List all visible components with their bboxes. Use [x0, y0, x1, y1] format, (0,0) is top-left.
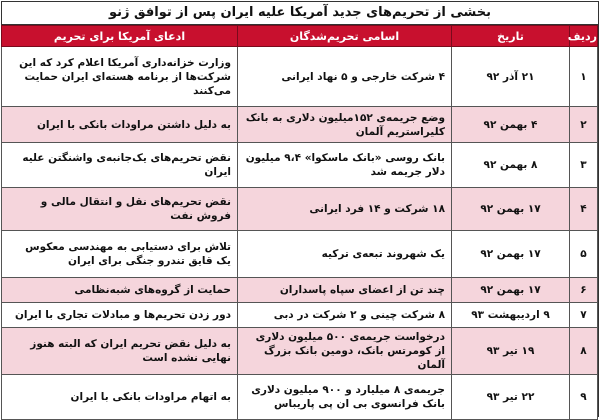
- cell-num: ۱: [570, 47, 598, 107]
- cell-claim: به دلیل نقض تحریم ایران که البته هنوز نهایی نشده است: [2, 328, 238, 375]
- cell-claim: دور زدن تحریم‌ها و مبادلات تجاری با ایران: [2, 303, 238, 328]
- table-row: [2, 143, 598, 188]
- table-row: [2, 47, 598, 107]
- table-title: بخشی از تحریم‌های جدید آمریکا علیه ایران پس از توافق ژنو: [2, 2, 598, 25]
- cell-num: ۵: [570, 231, 598, 278]
- cell-name: ۴ شرکت خارجی و ۵ نهاد ایرانی: [238, 47, 452, 107]
- cell-name: ۱۸ شرکت و ۱۴ فرد ایرانی: [238, 188, 452, 231]
- cell-num: ۴: [570, 188, 598, 231]
- cell-name: وضع جریمه‌ی ۱۵۲میلیون دلاری به بانک کلیراستریم آلمان: [238, 107, 452, 143]
- cell-claim: وزارت خزانه‌داری آمریکا اعلام کرد که این شرکت‌ها از برنامه‌ هسته‌ای ایران حمایت می‌کنند: [2, 47, 238, 107]
- cell-name: ۸ شرکت چینی و ۲ شرکت در دبی: [238, 303, 452, 328]
- cell-num: ۸: [570, 328, 598, 375]
- header-num: ردیف: [570, 26, 598, 47]
- table-row: [2, 278, 598, 303]
- cell-name: یک شهروند تبعه‌ی ترکیه: [238, 231, 452, 278]
- cell-claim: به دلیل داشتن مراودات بانکی با ایران: [2, 107, 238, 143]
- cell-num: ۹: [570, 375, 598, 420]
- cell-name: بانک روسی «بانک ماسکوا» ۹،۴ میلیون دلار جریمه شد: [238, 143, 452, 188]
- sanctions-table: [1, 25, 598, 420]
- cell-claim: تلاش برای دستیابی به مهندسی معکوس یک قایق تندرو جنگی برای ایران: [2, 231, 238, 278]
- cell-date: ۹ اردیبهشت ۹۳: [452, 303, 570, 328]
- table-row: [2, 107, 598, 143]
- cell-name: جریمه‌ی ۸ میلیارد و ۹۰۰ میلیون دلاری بانک فرانسوی بی ان پی پاریباس: [238, 375, 452, 420]
- cell-claim: نقض تحریم‌های نقل و انتقال مالی و فروش نفت: [2, 188, 238, 231]
- cell-date: ۸ بهمن ۹۲: [452, 143, 570, 188]
- table-row: [2, 231, 598, 278]
- table-row: [2, 303, 598, 328]
- cell-name: چند تن از اعضای سپاه پاسداران: [238, 278, 452, 303]
- cell-date: ۱۷ بهمن ۹۲: [452, 278, 570, 303]
- header-row: [2, 26, 598, 47]
- cell-num: ۲: [570, 107, 598, 143]
- cell-date: ۲۲ تیر ۹۳: [452, 375, 570, 420]
- table-row: [2, 375, 598, 420]
- cell-num: ۷: [570, 303, 598, 328]
- cell-num: ۶: [570, 278, 598, 303]
- cell-claim: به اتهام مراودات بانکی با ایران: [2, 375, 238, 420]
- cell-claim: حمایت از گروه‌های شبه‌نظامی: [2, 278, 238, 303]
- cell-date: ۲۱ آذر ۹۲: [452, 47, 570, 107]
- cell-name: درخواست جریمه‌ی ۵۰۰ میلیون دلاری از کومرتس بانک، دومین بانک بزرگ آلمان: [238, 328, 452, 375]
- cell-date: ۱۷ بهمن ۹۲: [452, 231, 570, 278]
- cell-claim: نقض تحریم‌های یک‌جانبه‌ی واشنگتن علیه ایران: [2, 143, 238, 188]
- cell-date: ۴ بهمن ۹۲: [452, 107, 570, 143]
- sanctions-table-card: [1, 1, 599, 417]
- header-name: اسامی تحریم‌شدگان: [238, 26, 452, 47]
- cell-num: ۳: [570, 143, 598, 188]
- table-row: [2, 188, 598, 231]
- cell-date: ۱۹ تیر ۹۳: [452, 328, 570, 375]
- table-row: [2, 328, 598, 375]
- cell-date: ۱۷ بهمن ۹۲: [452, 188, 570, 231]
- header-claim: ادعای آمریکا برای تحریم: [2, 26, 238, 47]
- header-date: تاریخ: [452, 26, 570, 47]
